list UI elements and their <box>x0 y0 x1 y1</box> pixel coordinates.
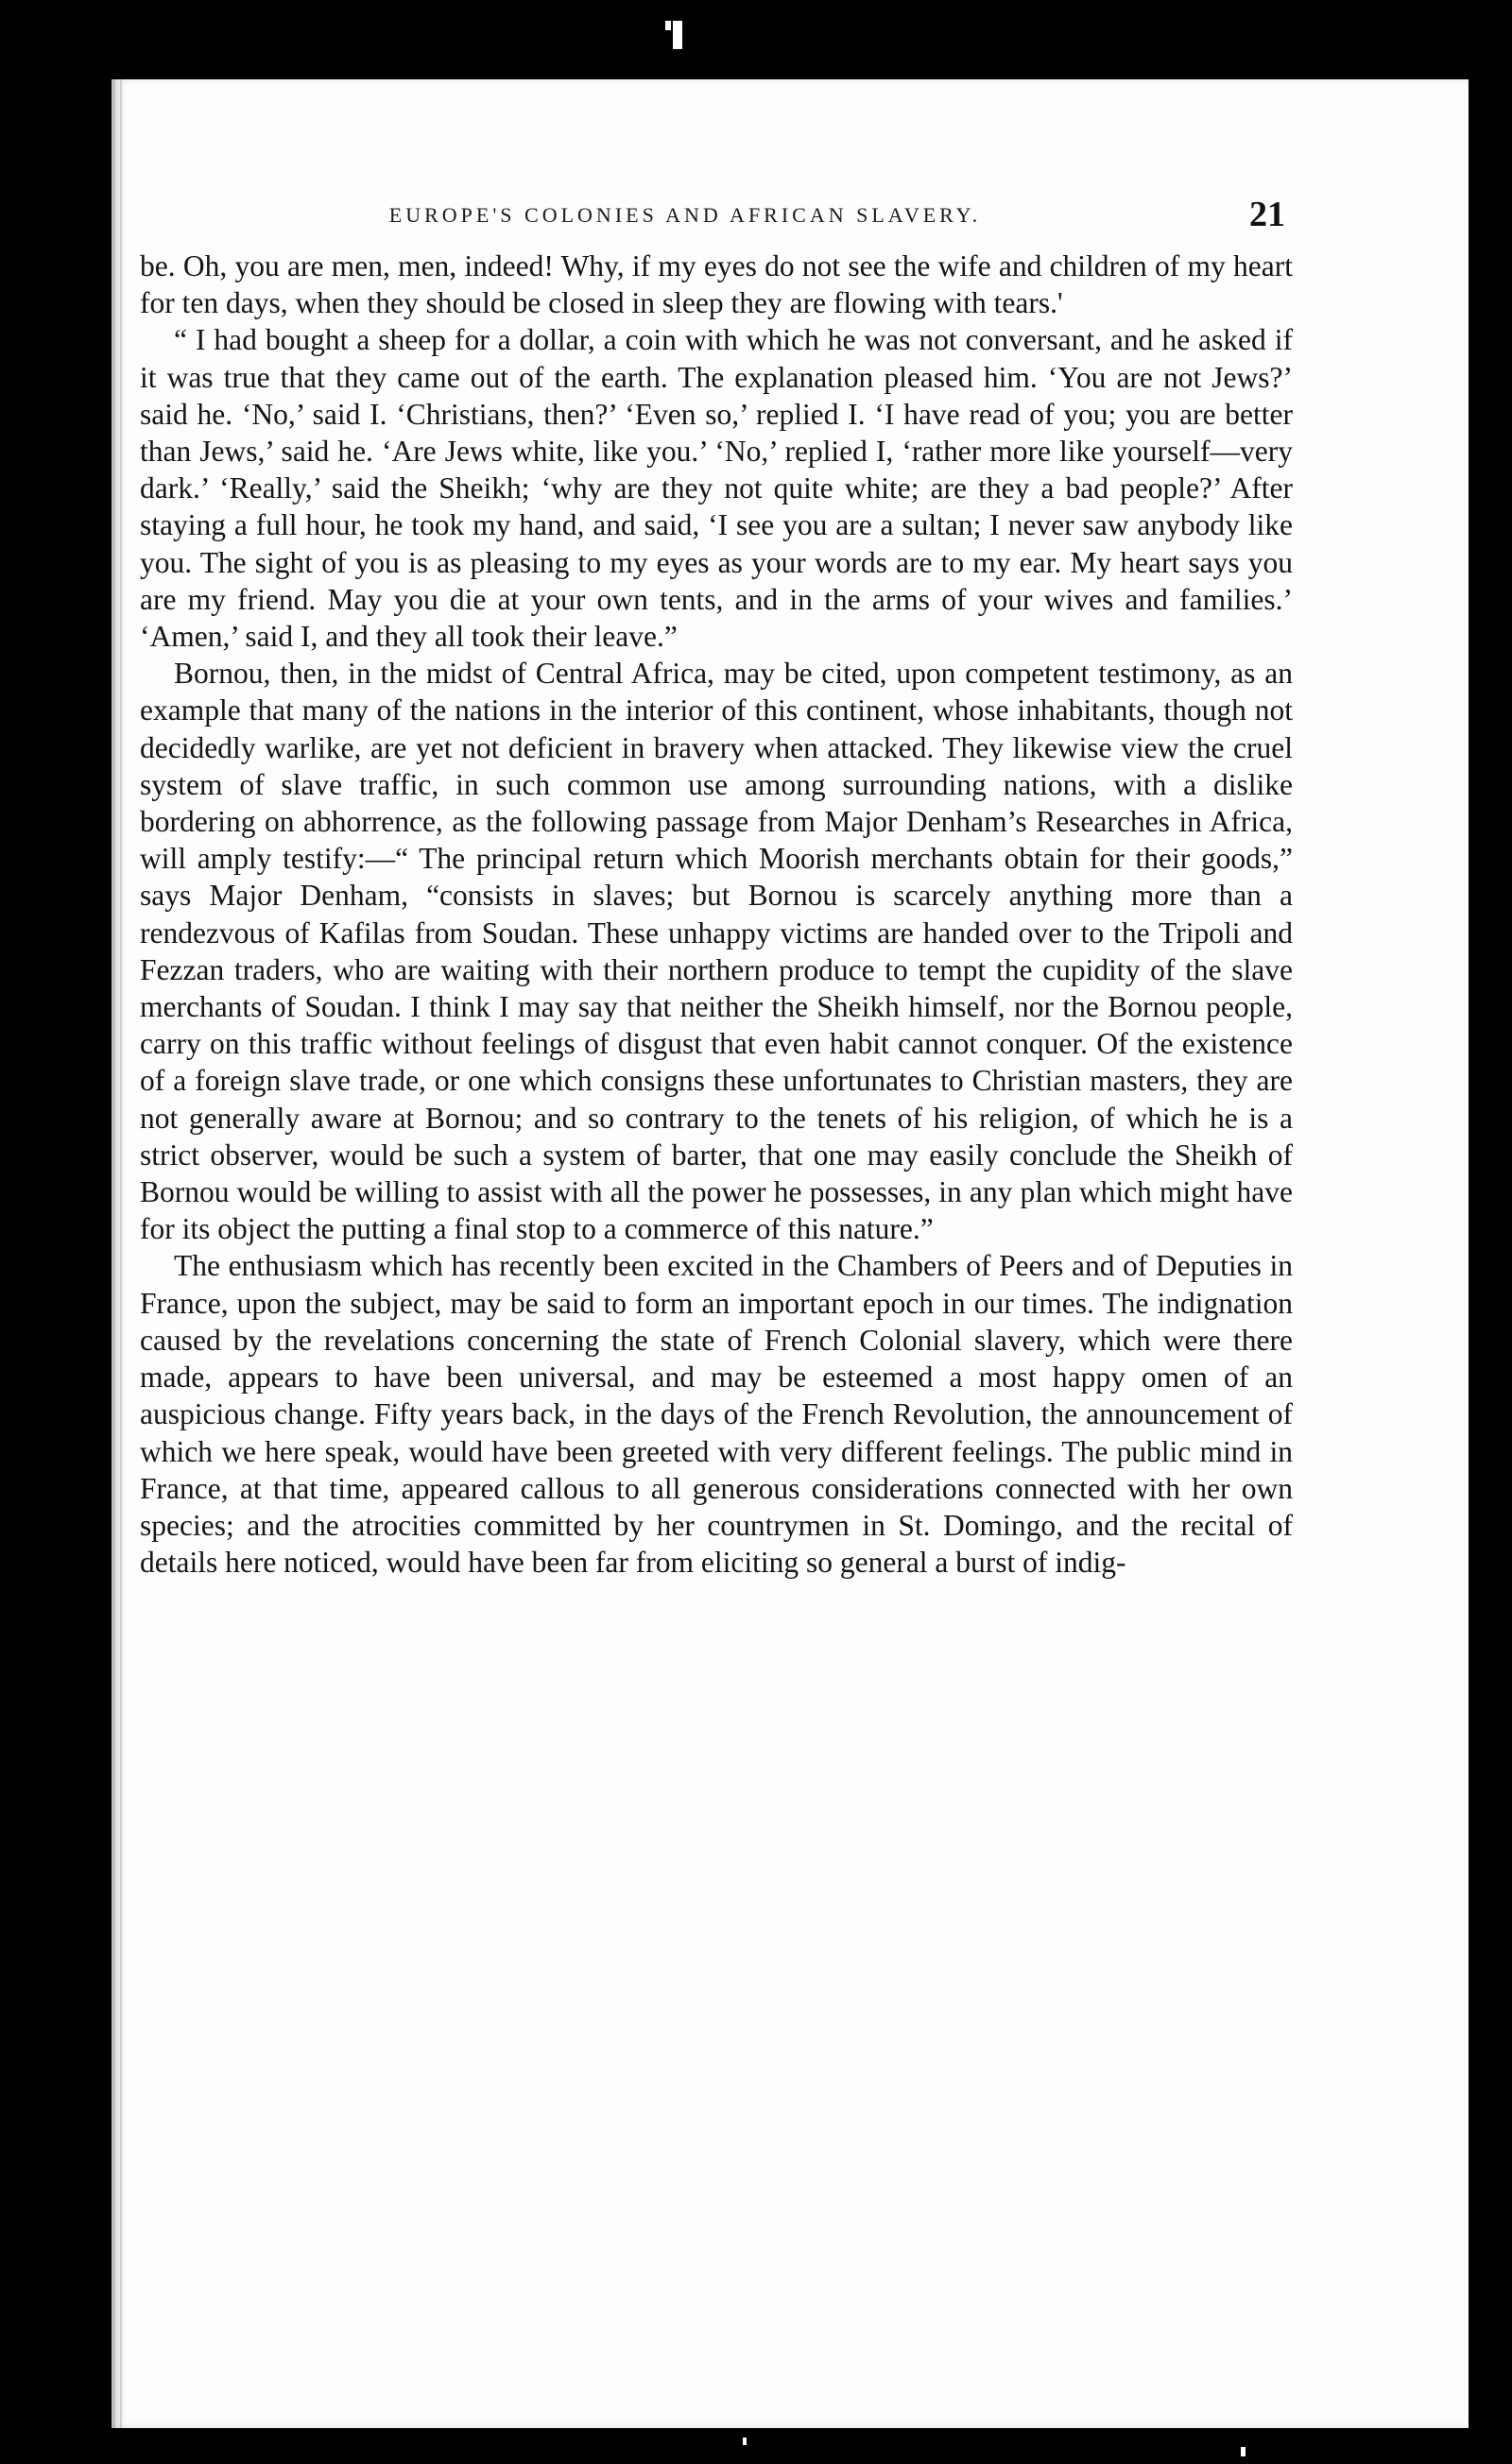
paragraph: The enthusiasm which has recently been excited in the Chambers of Peers and of Deputies in France, upon the subject, may be said to form an important epoch in our times. The indignation caused by the revelations concerning the state of French Colonial slavery, which were there made, appears to have been universal, and may be esteemed a most happy omen of an auspicious change. Fifty years back, in the days of the French Revolution, the announcement of which we here speak, would have been greeted with very different feelings. The public mind in France, at that time, appeared callous to all generous considerations connected with her own species; and the atrocities committed by her countrymen in St. Domingo, and the recital of details here noticed, would have been far from eliciting so general a burst of indig- <box>140 1249 1293 1580</box>
scan-speck <box>665 21 671 30</box>
paragraph: be. Oh, you are men, men, indeed! Why, if my eyes do not see the wife and children of my heart for ten days, when they should be closed in sleep they are flowing with tears.' <box>140 249 1293 320</box>
running-title: EUROPE'S COLONIES AND AFRICAN SLAVERY. <box>388 203 982 227</box>
scan-speck <box>1241 2447 1246 2456</box>
page-gutter-edge <box>120 79 122 2428</box>
scan-speck <box>673 21 682 49</box>
page-number: 21 <box>1249 195 1285 234</box>
running-head <box>142 194 1285 234</box>
scan-speck <box>743 2438 747 2445</box>
paragraph: Bornou, then, in the midst of Central Africa, may be cited, upon competent testimony, as an example that many of the nations in the interior of this continent, whose inhabitants, though not decidedly warlike, are yet not deficient in bravery when attacked. They likewise view the cruel system of slave traffic, in such common use among surrounding nations, with a dislike bordering on abhorrence, as the following passage from Major Denham’s Researches in Africa, will amply testify:—“ The principal return which Moorish merchants obtain for their goods,” says Major Denham, “consists in slaves; but Bornou is scarcely anything more than a rendezvous of Kafilas from Soudan. These unhappy victims are handed over to the Tripoli and Fezzan traders, who are waiting with their northern produce to tempt the cupidity of the slave merchants of Soudan. I think I may say that neither the Sheikh himself, nor the Bornou people, carry on this traffic without feelings of disgust that even habit cannot conquer. Of the existence of a foreign slave trade, or one which consigns these unfortunates to Christian masters, they are not generally aware at Bornou; and so contrary to the tenets of his religion, of which he is a strict observer, would be such a system of barter, that one may easily conclude the Sheikh of Bornou would be willing to assist with all the power he possesses, in any plan which might have for its object the putting a final stop to a commerce of this nature.” <box>140 657 1293 1246</box>
paragraph: “ I had bought a sheep for a dollar, a coin with which he was not conversant, and he asked if it was true that they came out of the earth. The explanation pleased him. ‘You are not Jews?’ said he. ‘No,’ said I. ‘Christians, then?’ ‘Even so,’ replied I. ‘I have read of you; you are better than Jews,’ said he. ‘Are Jews white, like you.’ ‘No,’ replied I, ‘rather more like yourself—very dark.’ ‘Really,’ said the Sheikh; ‘why are they not quite white; are they a bad people?’ After staying a full hour, he took my hand, and said, ‘I see you are a sultan; I never saw anybody like you. The sight of you is as pleasing to my eyes as your words are to my ear. My heart says you are my friend. May you die at your own tents, and in the arms of your wives and families.’ ‘Amen,’ said I, and they all took their leave.” <box>140 323 1293 654</box>
body-text <box>140 248 1293 1581</box>
